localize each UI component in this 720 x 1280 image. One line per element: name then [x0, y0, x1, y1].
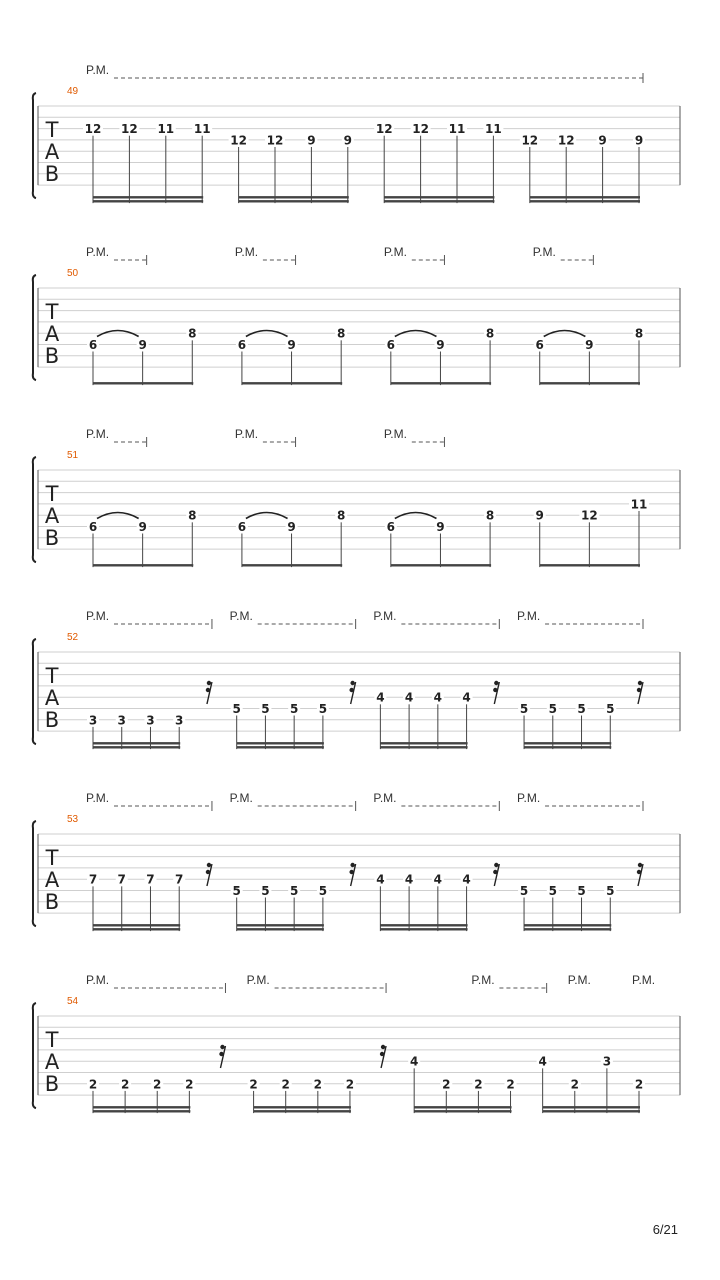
tab-clef-letter: B: [44, 526, 60, 550]
beam: [239, 196, 349, 198]
fret-number: 2: [442, 1077, 451, 1092]
rest-symbol: [638, 682, 643, 704]
fret-number: 5: [261, 884, 270, 898]
beam: [524, 928, 611, 930]
fret-number: 8: [337, 326, 346, 341]
rest-flag: [220, 1045, 224, 1049]
tab-clef-letter: T: [45, 664, 59, 688]
fret-number: 5: [519, 702, 529, 716]
rest-flag: [206, 688, 210, 692]
tab-clef-letter: T: [45, 300, 59, 324]
system-bracket: [33, 93, 36, 198]
palm-mute-label: P.M.: [373, 609, 397, 623]
fret-number: 5: [606, 884, 615, 898]
fret-number: 4: [538, 1054, 547, 1069]
tab-system: [33, 973, 680, 1113]
fret-number: 9: [598, 133, 607, 148]
fret-number: 9: [287, 338, 296, 352]
rest-flag: [380, 1052, 384, 1056]
fret-number: 8: [188, 508, 197, 523]
beam: [93, 928, 180, 930]
fret-number: 12: [375, 122, 393, 137]
rest-flag: [381, 1045, 385, 1049]
beam: [237, 746, 324, 748]
beam: [530, 196, 640, 198]
fret-number: 9: [343, 133, 352, 148]
fret-number: 2: [153, 1077, 162, 1092]
rest-flag: [350, 863, 354, 867]
rest-flag: [349, 870, 353, 874]
fret-number: 5: [519, 884, 529, 898]
palm-mute-label: P.M.: [383, 427, 407, 441]
beam: [93, 200, 203, 202]
fret-number: 2: [474, 1077, 483, 1092]
tab-clef-letter: B: [44, 708, 60, 732]
page-number: 6/21: [652, 1222, 678, 1237]
system-bracket: [33, 639, 36, 744]
beam: [254, 1110, 351, 1112]
tab-clef-letter: B: [44, 344, 60, 368]
tab-clef-letter: B: [44, 162, 60, 186]
tab-system: [33, 791, 680, 931]
palm-mute-label: P.M.: [86, 245, 110, 259]
fret-number: 4: [462, 690, 471, 705]
tab-clef-letter: A: [44, 322, 60, 346]
fret-number: 12: [521, 133, 539, 148]
beam: [524, 742, 611, 744]
fret-number: 5: [289, 884, 299, 898]
fret-number: 4: [433, 690, 443, 705]
fret-number: 12: [412, 122, 429, 137]
fret-number: 4: [433, 872, 443, 887]
fret-number: 12: [557, 133, 575, 148]
rest-symbol: [207, 864, 212, 886]
beam: [237, 742, 324, 744]
tab-system: [33, 427, 680, 567]
fret-number: 2: [634, 1077, 644, 1092]
fret-number: 3: [602, 1054, 612, 1069]
rest-flag: [638, 681, 642, 685]
fret-number: 6: [535, 338, 544, 352]
fret-number: 4: [376, 872, 385, 887]
fret-number: 2: [506, 1077, 515, 1092]
palm-mute-label: P.M.: [517, 791, 541, 805]
fret-number: 12: [121, 122, 138, 137]
measure-number: 52: [67, 632, 79, 643]
rest-symbol: [638, 864, 643, 886]
beam: [237, 928, 324, 930]
beam: [93, 382, 193, 384]
fret-number: 8: [337, 508, 346, 523]
fret-number: 11: [448, 122, 466, 137]
system-bracket: [33, 1003, 36, 1108]
fret-number: 11: [193, 122, 211, 137]
rest-flag: [207, 863, 211, 867]
fret-number: 12: [581, 508, 598, 523]
fret-number: 6: [237, 338, 247, 352]
fret-number: 6: [386, 338, 395, 352]
fret-number: 5: [232, 702, 241, 716]
fret-number: 2: [120, 1077, 130, 1092]
rest-symbol: [351, 682, 356, 704]
rest-flag: [493, 688, 497, 692]
rest-flag: [638, 863, 642, 867]
rest-flag: [206, 870, 210, 874]
fret-number: 9: [138, 520, 147, 534]
fret-number: 8: [485, 326, 495, 341]
fret-number: 8: [188, 326, 197, 341]
beam: [530, 200, 640, 202]
fret-number: 9: [634, 133, 644, 148]
tab-system: [33, 609, 680, 749]
beam: [524, 924, 611, 926]
measure-number: 53: [67, 814, 79, 825]
measure-number: 49: [67, 86, 79, 97]
palm-mute-label: P.M.: [234, 427, 259, 441]
fret-number: 5: [606, 702, 615, 716]
beam: [93, 196, 203, 198]
fret-number: 6: [386, 520, 395, 534]
fret-number: 3: [175, 713, 184, 728]
palm-mute-label: P.M.: [471, 973, 495, 987]
fret-number: 5: [289, 702, 299, 716]
beam: [391, 382, 491, 384]
measure-number: 54: [67, 996, 79, 1007]
rest-flag: [637, 870, 641, 874]
fret-number: 2: [185, 1077, 194, 1092]
fret-number: 12: [230, 133, 247, 148]
beam: [384, 196, 494, 198]
fret-number: 11: [157, 122, 175, 137]
fret-number: 5: [577, 884, 586, 898]
fret-number: 3: [117, 713, 126, 728]
fret-number: 7: [146, 872, 155, 887]
tab-clef-letter: T: [45, 482, 59, 506]
beam: [540, 564, 640, 566]
rest-flag: [350, 681, 354, 685]
beam: [93, 924, 180, 926]
fret-number: 5: [318, 702, 328, 716]
tab-system: [33, 245, 680, 385]
palm-mute-label: P.M.: [532, 245, 556, 259]
beam: [414, 1106, 511, 1108]
fret-number: 6: [88, 520, 98, 534]
beam: [93, 1110, 190, 1112]
fret-number: 5: [261, 702, 270, 716]
rest-flag: [494, 681, 498, 685]
rest-symbol: [494, 864, 499, 886]
fret-number: 4: [462, 872, 471, 887]
fret-number: 2: [570, 1077, 579, 1092]
rest-symbol: [494, 682, 499, 704]
fret-number: 11: [630, 497, 648, 512]
fret-number: 5: [548, 702, 557, 716]
palm-mute-label: P.M.: [86, 427, 110, 441]
tab-clef-letter: A: [44, 140, 60, 164]
tab-clef-letter: A: [44, 1050, 60, 1074]
palm-mute-label: P.M.: [373, 791, 397, 805]
rest-symbol: [381, 1046, 386, 1068]
measure-number: 51: [67, 450, 79, 461]
rest-flag: [637, 688, 641, 692]
system-bracket: [33, 275, 36, 380]
tab-clef-letter: A: [44, 686, 60, 710]
beam: [380, 746, 467, 748]
fret-number: 5: [548, 884, 557, 898]
rest-symbol: [207, 682, 212, 704]
rest-flag: [349, 688, 353, 692]
rest-flag: [493, 870, 497, 874]
fret-number: 11: [485, 122, 502, 137]
fret-number: 4: [409, 1054, 419, 1069]
fret-number: 12: [84, 122, 102, 137]
beam: [93, 1106, 190, 1108]
fret-number: 2: [249, 1077, 258, 1092]
rest-symbol: [351, 864, 356, 886]
fret-number: 4: [376, 690, 385, 705]
beam: [242, 564, 342, 566]
tab-clef-letter: A: [44, 504, 60, 528]
beam: [254, 1106, 351, 1108]
fret-number: 8: [634, 326, 644, 341]
fret-number: 3: [88, 713, 98, 728]
fret-number: 7: [88, 872, 98, 887]
fret-number: 2: [313, 1077, 323, 1092]
rest-flag: [219, 1052, 223, 1056]
palm-mute-label: P.M.: [246, 973, 270, 987]
palm-mute-label: P.M.: [86, 63, 110, 77]
fret-number: 9: [436, 520, 445, 534]
palm-mute-label: P.M.: [383, 245, 407, 259]
beam: [93, 564, 193, 566]
fret-number: 7: [175, 872, 184, 887]
fret-number: 5: [577, 702, 586, 716]
tab-system: [33, 63, 680, 203]
fret-number: 12: [266, 133, 284, 148]
fret-number: 2: [281, 1077, 290, 1092]
fret-number: 2: [88, 1077, 98, 1092]
rest-flag: [494, 863, 498, 867]
fret-number: 5: [318, 884, 328, 898]
beam: [543, 1110, 640, 1112]
fret-number: 9: [138, 338, 147, 352]
beam: [93, 742, 180, 744]
fret-number: 6: [88, 338, 98, 352]
measure-number: 50: [67, 268, 79, 279]
rest-flag: [207, 681, 211, 685]
fret-number: 7: [117, 872, 126, 887]
fret-number: 9: [307, 133, 316, 148]
fret-number: 6: [237, 520, 247, 534]
palm-mute-label: P.M.: [517, 609, 541, 623]
fret-number: 9: [287, 520, 296, 534]
fret-number: 3: [146, 713, 155, 728]
fret-number: 4: [404, 872, 414, 887]
fret-number: 4: [404, 690, 414, 705]
beam: [242, 382, 342, 384]
tab-clef-letter: B: [44, 1072, 60, 1096]
palm-mute-label: P.M.: [86, 973, 110, 987]
tab-clef-letter: A: [44, 868, 60, 892]
beam: [380, 928, 467, 930]
palm-mute-label: P.M.: [86, 791, 110, 805]
palm-mute-label: P.M.: [567, 973, 591, 987]
fret-number: 9: [436, 338, 445, 352]
beam: [380, 924, 467, 926]
fret-number: 2: [345, 1077, 355, 1092]
palm-mute-label: P.M.: [229, 609, 253, 623]
beam: [384, 200, 494, 202]
fret-number: 9: [535, 508, 544, 523]
beam: [414, 1110, 511, 1112]
beam: [93, 746, 180, 748]
beam: [524, 746, 611, 748]
beam: [380, 742, 467, 744]
beam: [391, 564, 491, 566]
fret-number: 8: [485, 508, 495, 523]
beam: [540, 382, 640, 384]
palm-mute-label: P.M.: [632, 973, 656, 987]
palm-mute-label: P.M.: [234, 245, 259, 259]
system-bracket: [33, 457, 36, 562]
fret-number: 9: [585, 338, 594, 352]
beam: [237, 924, 324, 926]
beam: [543, 1106, 640, 1108]
system-bracket: [33, 821, 36, 926]
palm-mute-label: P.M.: [229, 791, 253, 805]
tab-clef-letter: B: [44, 890, 60, 914]
tab-clef-letter: T: [45, 1028, 59, 1052]
beam: [239, 200, 349, 202]
tab-clef-letter: T: [45, 118, 59, 142]
tab-clef-letter: T: [45, 846, 59, 870]
fret-number: 5: [232, 884, 241, 898]
rest-symbol: [220, 1046, 225, 1068]
palm-mute-label: P.M.: [86, 609, 110, 623]
